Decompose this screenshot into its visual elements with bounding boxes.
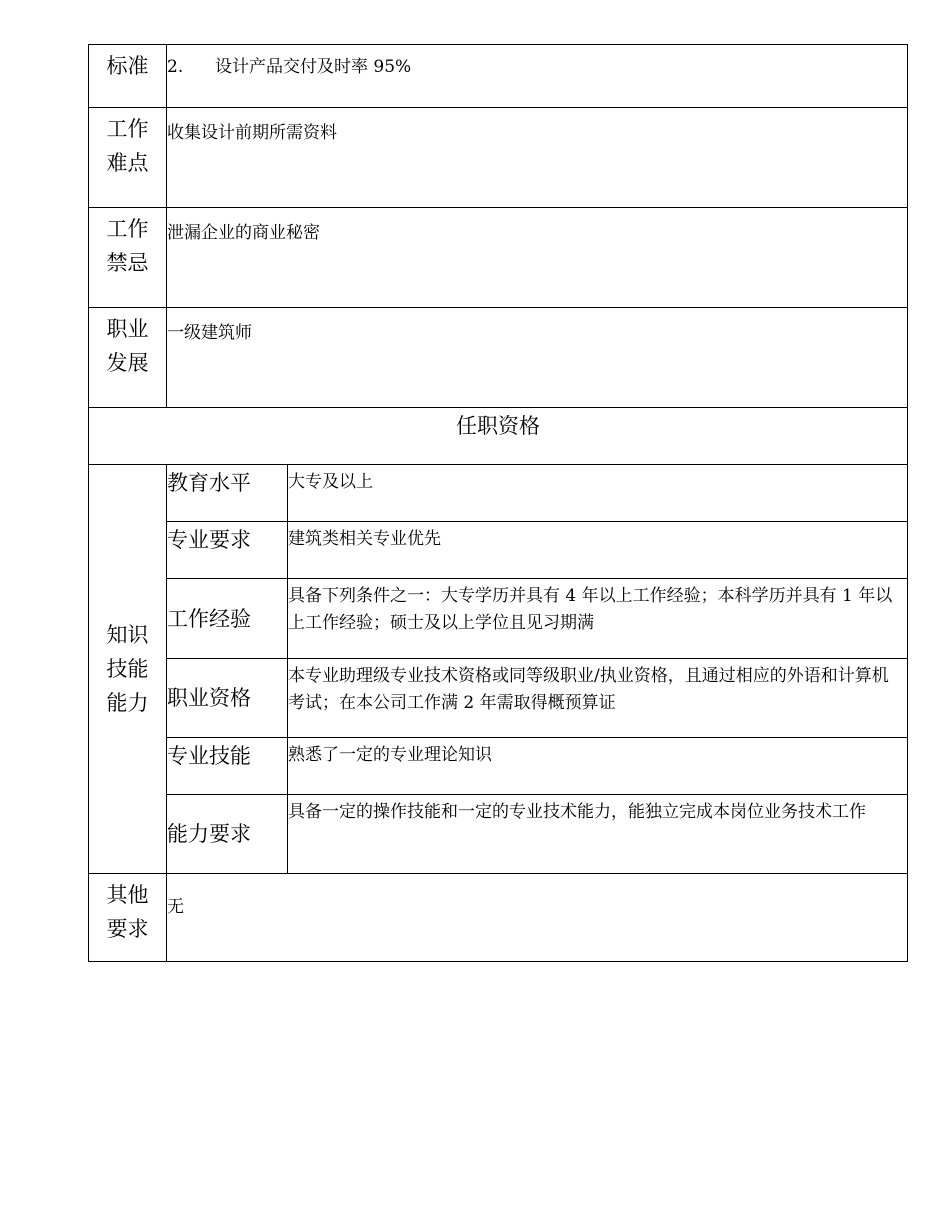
knowledge-item-name: 职业资格 (167, 659, 288, 738)
knowledge-item-name: 专业技能 (167, 738, 288, 795)
taboo-row (89, 208, 908, 308)
standard-label: 标准 (89, 45, 167, 108)
knowledge-item-value: 具备下列条件之一：大专学历并具有 4 年以上工作经验；本科学历并具有 1 年以上工作经验；硕士及以上学位且见习期满 (288, 579, 908, 659)
career-row (89, 308, 908, 408)
knowledge-row (89, 795, 908, 874)
knowledge-label: 知识 技能 能力 (89, 465, 167, 874)
other-value: 无 (167, 874, 908, 962)
difficulty-row (89, 108, 908, 208)
knowledge-item-value: 熟悉了一定的专业理论知识 (288, 738, 908, 795)
other-row (89, 874, 908, 962)
taboo-label: 工作 禁忌 (89, 208, 167, 308)
knowledge-row (89, 522, 908, 579)
knowledge-item-name: 能力要求 (167, 795, 288, 874)
standard-value (167, 45, 908, 108)
taboo-value: 泄漏企业的商业秘密 (167, 208, 908, 308)
knowledge-item-name: 专业要求 (167, 522, 288, 579)
knowledge-row (89, 659, 908, 738)
section-title: 任职资格 (89, 408, 908, 465)
standard-row (89, 45, 908, 108)
knowledge-row (89, 579, 908, 659)
knowledge-item-value: 具备一定的操作技能和一定的专业技术能力，能独立完成本岗位业务技术工作 (288, 795, 908, 874)
knowledge-item-value: 本专业助理级专业技术资格或同等级职业/执业资格，且通过相应的外语和计算机考试；在本公司工作满 2 年需取得概预算证 (288, 659, 908, 738)
standard-number: 2. (167, 57, 184, 77)
knowledge-item-value: 建筑类相关专业优先 (288, 522, 908, 579)
difficulty-value: 收集设计前期所需资料 (167, 108, 908, 208)
knowledge-row (89, 738, 908, 795)
difficulty-label: 工作 难点 (89, 108, 167, 208)
job-description-table (88, 44, 908, 962)
career-value: 一级建筑师 (167, 308, 908, 408)
standard-text: 设计产品交付及时率 95% (215, 57, 412, 77)
knowledge-row (89, 465, 908, 522)
knowledge-item-name: 工作经验 (167, 579, 288, 659)
other-label: 其他 要求 (89, 874, 167, 962)
knowledge-item-value: 大专及以上 (288, 465, 908, 522)
section-row (89, 408, 908, 465)
knowledge-item-name: 教育水平 (167, 465, 288, 522)
career-label: 职业 发展 (89, 308, 167, 408)
